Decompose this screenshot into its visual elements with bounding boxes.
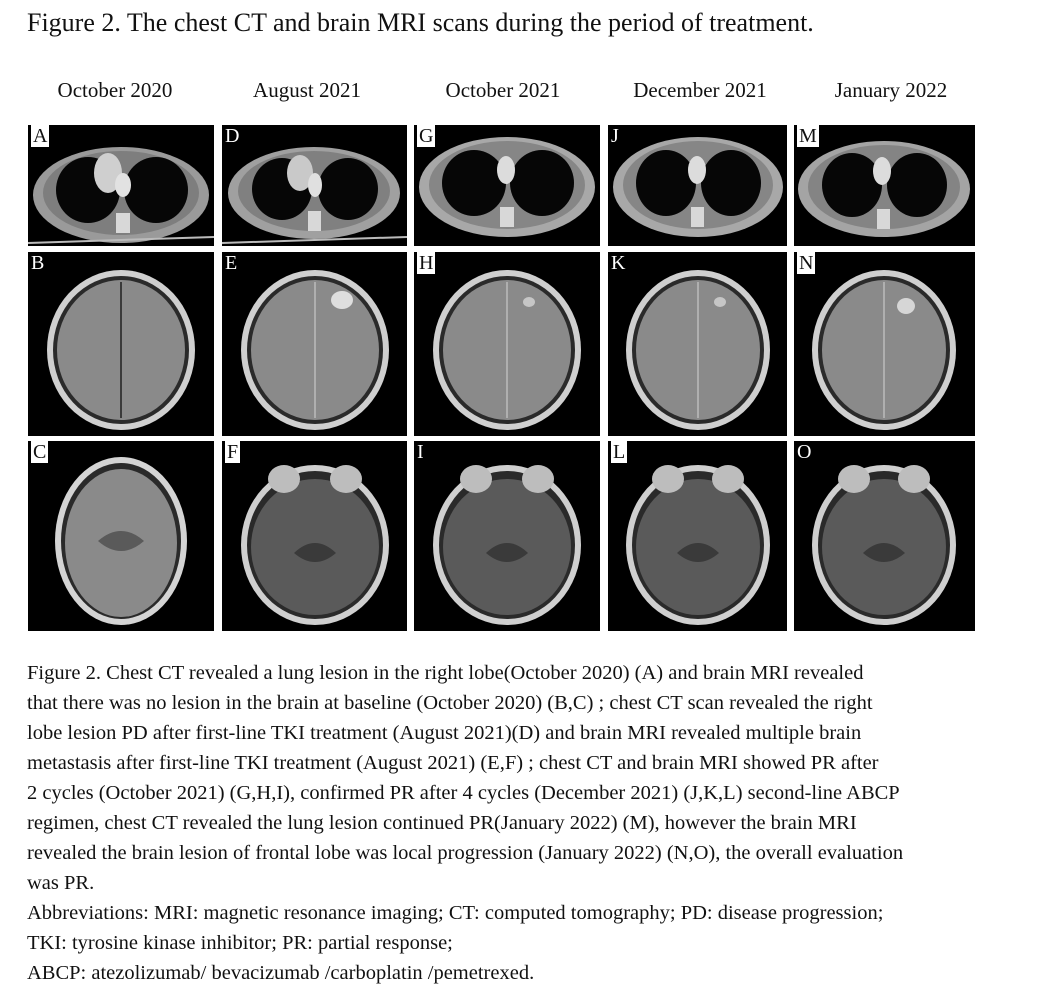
panel-label: M (799, 125, 817, 147)
caption-line: that there was no lesion in the brain at baseline (October 2020) (B,C) ; chest CT scan revealed the right (27, 692, 873, 714)
brain-mri-panel-l (608, 441, 787, 631)
column-header-2: August 2021 (253, 78, 361, 102)
panel-label: K (611, 252, 626, 274)
brain-mri-panel-b (28, 252, 214, 436)
brain-mri-image (414, 441, 600, 631)
caption-line: metastasis after first-line TKI treatment (August 2021) (E,F) ; chest CT and brain MRI showed PR after (27, 752, 879, 774)
chest-ct-image (414, 125, 600, 246)
panel-label: B (31, 252, 45, 274)
brain-mri-image (608, 252, 787, 436)
panel-label: C (33, 441, 47, 463)
panel-label: N (799, 252, 814, 274)
chest-ct-panel-a (28, 125, 214, 246)
brain-mri-panel-k (608, 252, 787, 436)
chest-ct-image (608, 125, 787, 246)
caption-line: regimen, chest CT revealed the lung lesion continued PR(January 2022) (M), however the brain MRI (27, 812, 857, 834)
brain-mri-panel-h (414, 252, 600, 436)
chest-ct-panel-j (608, 125, 787, 246)
chest-ct-image (222, 125, 407, 246)
figure-caption (27, 658, 1017, 988)
chest-ct-panel-g (414, 125, 600, 246)
brain-mri-panel-n (794, 252, 975, 436)
brain-mri-image (222, 441, 407, 631)
caption-line: 2 cycles (October 2021) (G,H,I), confirmed PR after 4 cycles (December 2021) (J,K,L) second-line ABCP (27, 782, 900, 804)
brain-mri-image (794, 441, 975, 631)
brain-mri-panel-o (794, 441, 975, 631)
panel-label: E (225, 252, 238, 274)
panel-label: J (611, 125, 619, 147)
caption-line: Figure 2. Chest CT revealed a lung lesion in the right lobe(October 2020) (A) and brain MRI revealed (27, 662, 864, 684)
brain-mri-panel-e (222, 252, 407, 436)
panel-label: A (33, 125, 48, 147)
brain-mri-panel-c (28, 441, 214, 631)
chest-ct-image (28, 125, 214, 246)
panel-label: L (613, 441, 626, 463)
brain-mri-image (28, 252, 214, 436)
caption-line: lobe lesion PD after first-line TKI treatment (August 2021)(D) and brain MRI revealed multiple brain (27, 722, 862, 744)
column-header-5: January 2022 (834, 78, 948, 102)
brain-mri-image (608, 441, 787, 631)
panel-label: D (225, 125, 240, 147)
brain-mri-image (28, 441, 214, 631)
column-header-1: October 2020 (57, 78, 173, 102)
figure-title: Figure 2. The chest CT and brain MRI scans during the period of treatment. (27, 8, 814, 37)
panel-label: F (227, 441, 239, 463)
panel-label: H (419, 252, 434, 274)
column-header-4: December 2021 (633, 78, 767, 102)
panel-label: I (417, 441, 424, 463)
panel-label: G (419, 125, 434, 147)
chest-ct-panel-d (222, 125, 407, 246)
chest-ct-panel-m (794, 125, 975, 246)
brain-mri-image (222, 252, 407, 436)
brain-mri-image (794, 252, 975, 436)
column-header-3: October 2021 (445, 78, 561, 102)
brain-mri-image (414, 252, 600, 436)
caption-line: revealed the brain lesion of frontal lobe was local progression (January 2022) (N,O), the overall evaluation (27, 842, 904, 864)
brain-mri-panel-i (414, 441, 600, 631)
chest-ct-image (794, 125, 975, 246)
caption-line: was PR. (27, 872, 95, 894)
abbreviations-line: TKI: tyrosine kinase inhibitor; PR: partial response; (27, 932, 453, 954)
panel-label: O (797, 441, 812, 463)
brain-mri-panel-f (222, 441, 407, 631)
abbreviations-line: Abbreviations: MRI: magnetic resonance imaging; CT: computed tomography; PD: disease progression; (27, 902, 884, 924)
abbreviations-line: ABCP: atezolizumab/ bevacizumab /carboplatin /pemetrexed. (27, 962, 535, 984)
